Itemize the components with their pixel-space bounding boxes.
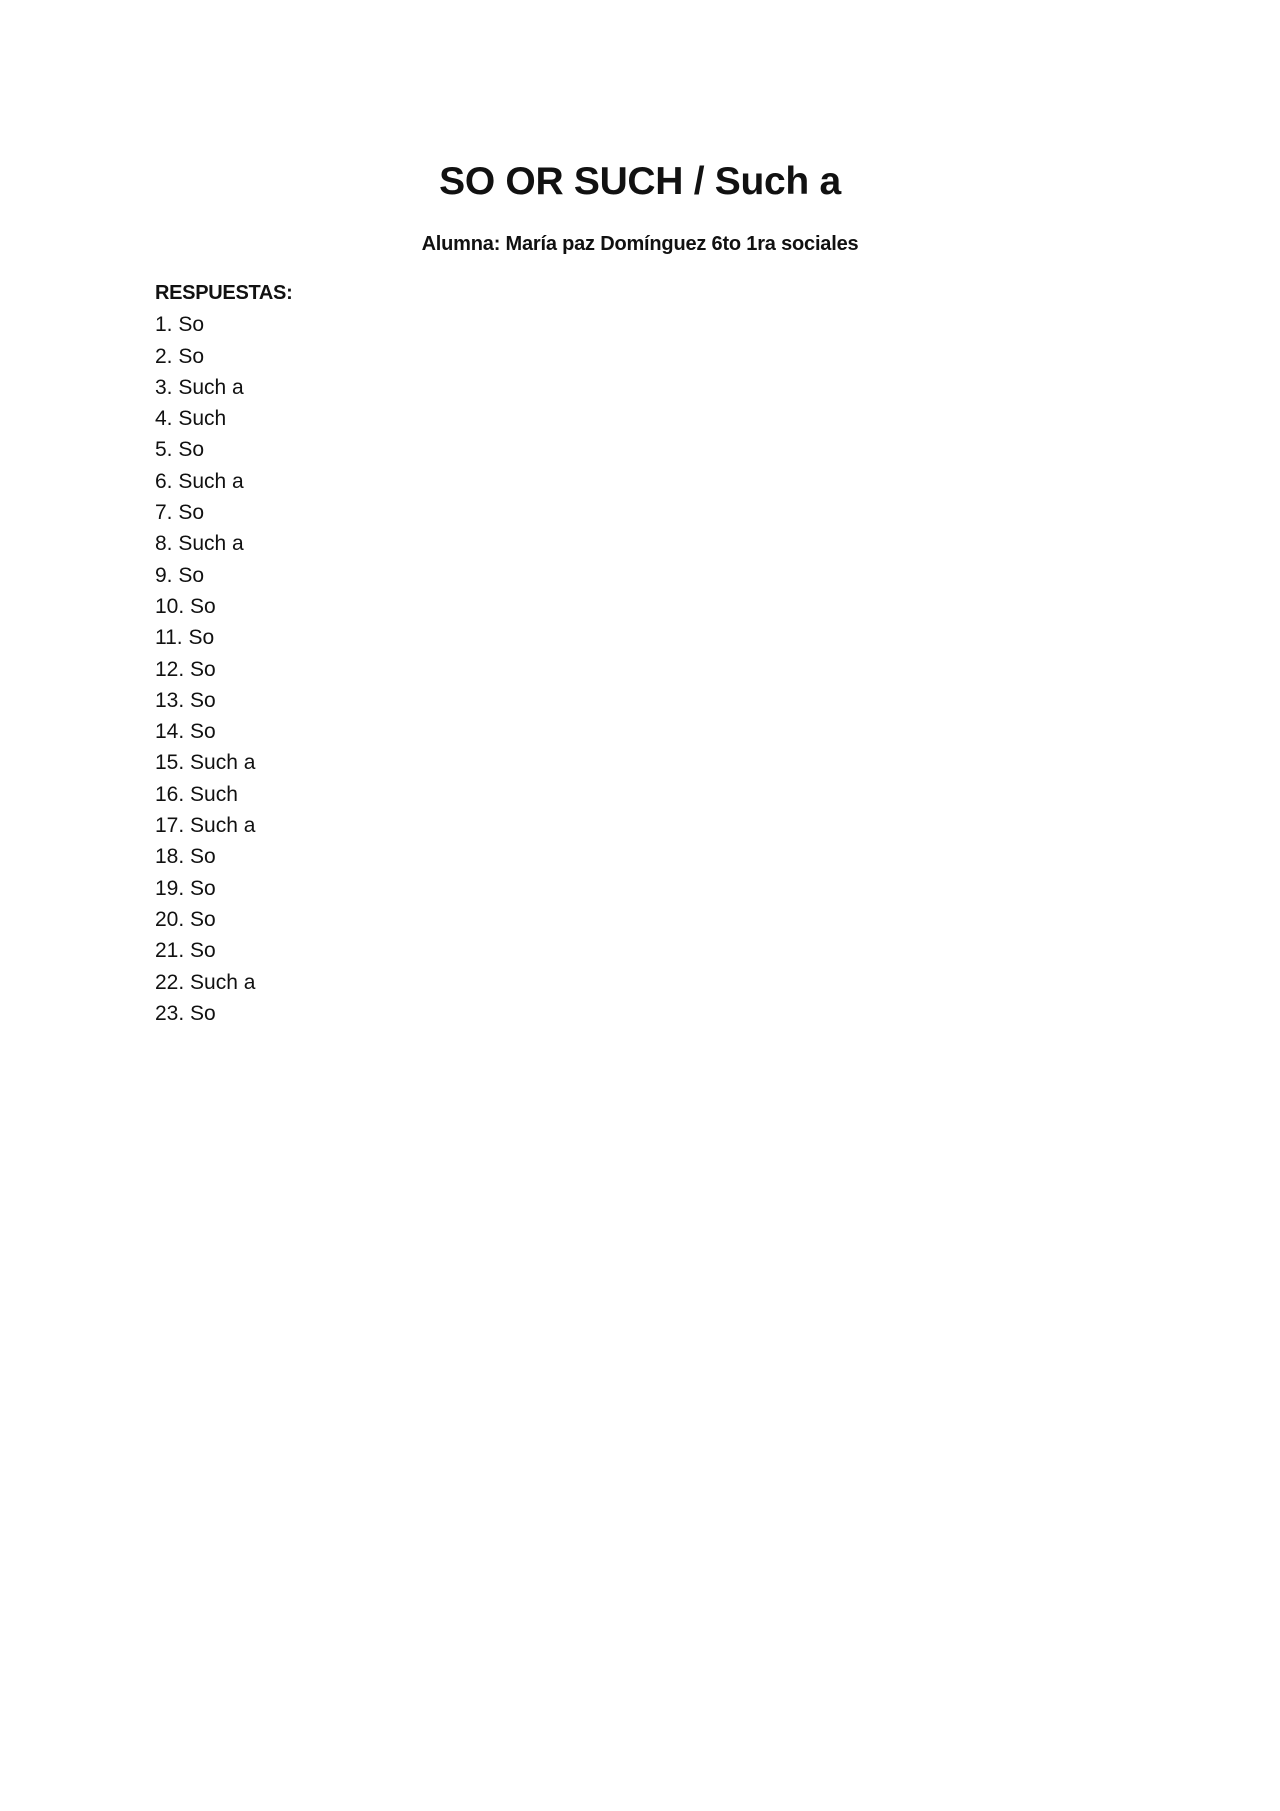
answer-item: 3. Such a (155, 375, 244, 399)
answer-item: 13. So (155, 688, 216, 712)
student-name-line: Alumna: María paz Domínguez 6to 1ra sociales (421, 233, 859, 255)
answer-item: 2. So (155, 344, 205, 368)
answer-item: 16. Such (155, 782, 238, 806)
answer-item: 19. So (155, 876, 216, 900)
answer-item: 22. Such a (155, 970, 256, 994)
answer-item: 1. So (155, 313, 205, 337)
answer-item: 23. So (155, 1001, 216, 1025)
answer-item: 15. Such a (155, 751, 256, 775)
answer-item: 21. So (155, 939, 216, 963)
answer-item: 18. So (155, 845, 216, 869)
answer-item: 12. So (155, 657, 216, 681)
answer-item: 9. So (155, 563, 205, 587)
answer-item: 11. So (155, 626, 215, 650)
answer-item: 4. Such (155, 407, 227, 431)
answer-item: 7. So (155, 501, 205, 525)
answer-item: 6. Such a (155, 469, 244, 493)
answer-list (155, 309, 755, 1029)
answer-item: 10. So (155, 594, 216, 618)
answer-item: 14. So (155, 720, 216, 744)
document-title: SO OR SUCH / Such a (439, 160, 841, 203)
answers-section (155, 278, 755, 1029)
answer-item: 17. Such a (155, 814, 256, 838)
answer-item: 8. Such a (155, 532, 244, 556)
answers-heading: RESPUESTAS: (155, 282, 293, 304)
answer-item: 20. So (155, 907, 216, 931)
answer-item: 5. So (155, 438, 205, 462)
